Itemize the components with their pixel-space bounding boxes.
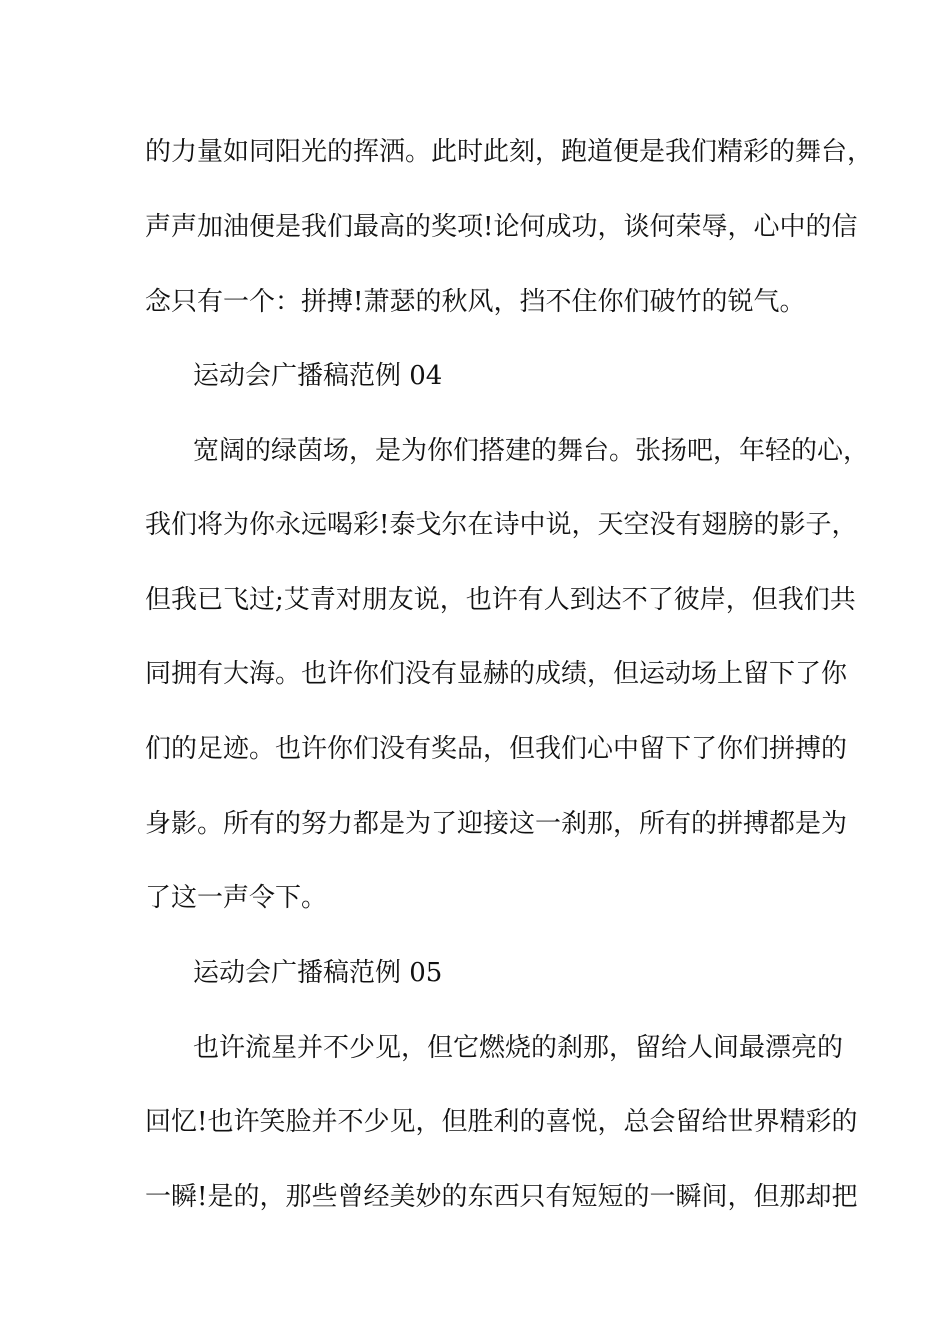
- paragraph-line: 的力量如同阳光的挥洒。此时此刻，跑道便是我们精彩的舞台，: [145, 137, 874, 167]
- paragraph-line: 也许流星并不少见，但它燃烧的刹那，留给人间最漂亮的: [193, 1033, 844, 1063]
- paragraph-line: 们的足迹。也许你们没有奖品，但我们心中留下了你们拼搏的: [145, 734, 848, 764]
- section-heading: 运动会广播稿范例 05: [193, 958, 443, 988]
- paragraph-line: 宽阔的绿茵场，是为你们搭建的舞台。张扬吧，年轻的心，: [193, 436, 870, 466]
- paragraph-line: 一瞬!是的，那些曾经美妙的东西只有短短的一瞬间，但那却把: [145, 1182, 858, 1212]
- paragraph-line: 但我已飞过;艾青对朋友说，也许有人到达不了彼岸，但我们共: [145, 585, 856, 615]
- paragraph-line: 身影。所有的努力都是为了迎接这一刹那，所有的拼搏都是为: [145, 809, 848, 839]
- paragraph-line: 我们将为你永远喝彩!泰戈尔在诗中说，天空没有翅膀的影子，: [145, 510, 858, 540]
- paragraph-line: 声声加油便是我们最高的奖项!论何成功，谈何荣辱，心中的信: [145, 212, 858, 242]
- section-heading: 运动会广播稿范例 04: [193, 361, 443, 391]
- paragraph-line: 同拥有大海。也许你们没有显赫的成绩，但运动场上留下了你: [145, 659, 848, 689]
- paragraph-line: 回忆!也许笑脸并不少见，但胜利的喜悦，总会留给世界精彩的: [145, 1107, 858, 1137]
- paragraph-line: 了这一声令下。: [145, 883, 328, 913]
- paragraph-line: 念只有一个：拼搏!萧瑟的秋风，挡不住你们破竹的锐气。: [145, 287, 806, 317]
